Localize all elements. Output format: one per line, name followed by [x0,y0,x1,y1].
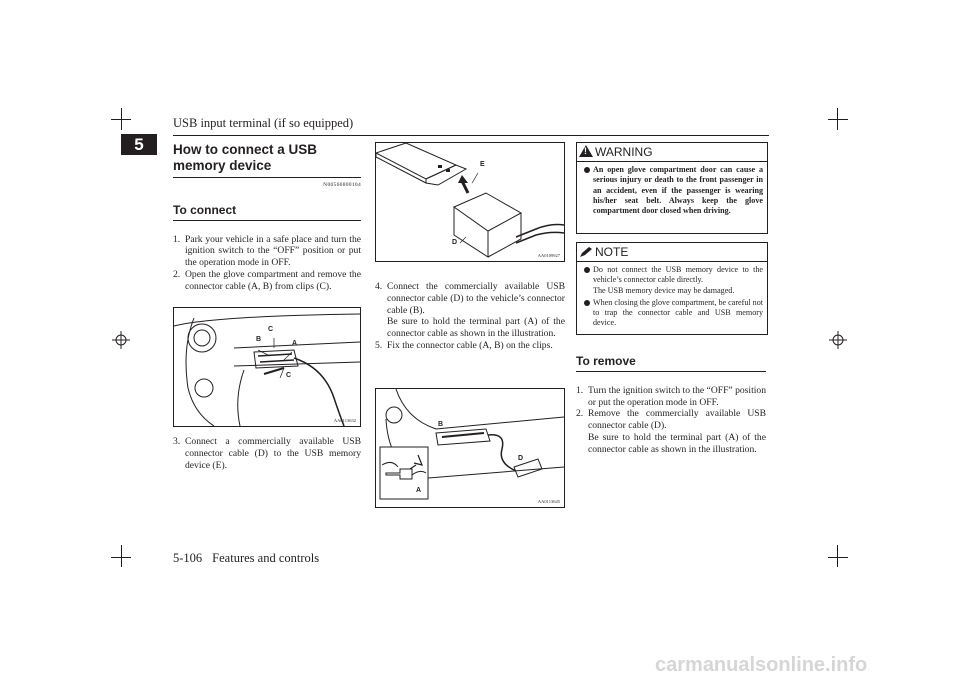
figure-label-c: C [286,372,292,379]
crop-mark [828,557,848,558]
note-content [577,262,767,329]
bullet-icon [584,300,590,306]
page-footer [173,551,319,566]
warning-box [576,142,768,234]
section-code: N00566800104 [323,182,361,188]
figure-label-a: A [292,340,298,347]
crop-mark [121,545,122,567]
figure-label-c: C [268,326,274,333]
figure-glove-box-clips [173,307,361,427]
warning-item: An open glove compartment door can cause a serious injury or death to the front passenger in an accident, even if the passenger is wearing his/her seat belt. Always keep the glove compartment door closed when driving. [583,165,763,216]
chapter-tab: 5 [121,134,157,155]
figure-code: AA0109927 [537,253,560,258]
figure-usb-connector [375,142,565,262]
step-item: 3. Connect a commercially available USB connector cable (D) to the USB memory device (E). [173,436,361,471]
step-item: 1. Turn the ignition switch to the “OFF” position or put the operation mode in OFF. [576,384,766,408]
note-title: NOTE [577,243,767,262]
connect-steps [173,234,361,293]
bullet-icon [584,167,590,173]
bullet-icon [584,267,590,273]
registration-mark-left [112,331,130,349]
crop-mark [111,119,131,120]
remove-steps [576,385,766,456]
warning-title: ! WARNING [577,143,767,162]
figure-label-b: B [256,336,262,343]
figure-label-d: D [518,455,524,462]
section-heading: How to connect a USB memory device [173,142,318,173]
step-item: 1. Park your vehicle in a safe place and turn the ignition switch to the “OFF” position or put the operation mode in OFF. [173,233,361,269]
connect-steps-middle [375,281,565,352]
figure-connecting-cable [375,388,565,508]
step-item: 2. Remove the commercially available USB connector cable (D). Be sure to hold the terminal part (A) of the connector cable as shown in the illustration. [576,408,766,455]
warning-content [577,162,767,216]
footer-section: Features and controls [212,551,320,565]
step-item: 5. Fix the connector cable (A, B) on the clips. [375,339,553,351]
crop-mark [111,557,131,558]
pencil-icon [579,246,593,258]
right-column [576,356,766,456]
left-column [173,142,361,293]
figure-label-e: E [480,161,485,168]
crop-mark [828,119,848,120]
glove-box-illustration [174,308,360,426]
subheading-rule [173,220,361,221]
page-number: 5-106 [173,551,203,565]
warning-triangle-icon [579,145,593,157]
heading-rule [173,177,361,178]
crop-mark [837,545,838,567]
cable-connection-illustration [376,389,564,507]
left-column-lower [173,436,361,471]
figure-label-d: D [452,239,458,246]
middle-column [375,281,565,352]
connect-steps-continued [173,436,361,471]
note-item: When closing the glove compartment, be careful not to trap the connector cable and USB memory device. [583,298,763,329]
watermark: carmanualsonline.info [655,654,868,676]
subheading-connect: To connect [173,202,237,217]
figure-code: AA0113632 [333,418,356,423]
usb-device-illustration [376,143,564,261]
registration-mark-right [829,331,847,349]
figure-code: AA0113645 [537,499,560,504]
figure-label-b: B [438,421,444,428]
header-rule [173,135,769,136]
subheading-remove: To remove [576,354,636,368]
note-item: Do not connect the USB memory device to the vehicle’s connector cable directly. The USB memory device may be damaged. [583,265,763,296]
running-header: USB input terminal (if so equipped) [173,116,354,130]
figure-label-a: A [416,487,422,494]
step-item: 4. Connect the commercially available USB connector cable (D) to the vehicle’s connector cable (B). Be sure to hold the terminal part (A) of the connector cable as shown in the illustration. [375,281,565,340]
note-box [576,242,768,335]
step-item: 2. Open the glove compartment and remove the connector cable (A, B) from clips (C). [173,268,361,292]
subheading-rule [576,371,766,372]
